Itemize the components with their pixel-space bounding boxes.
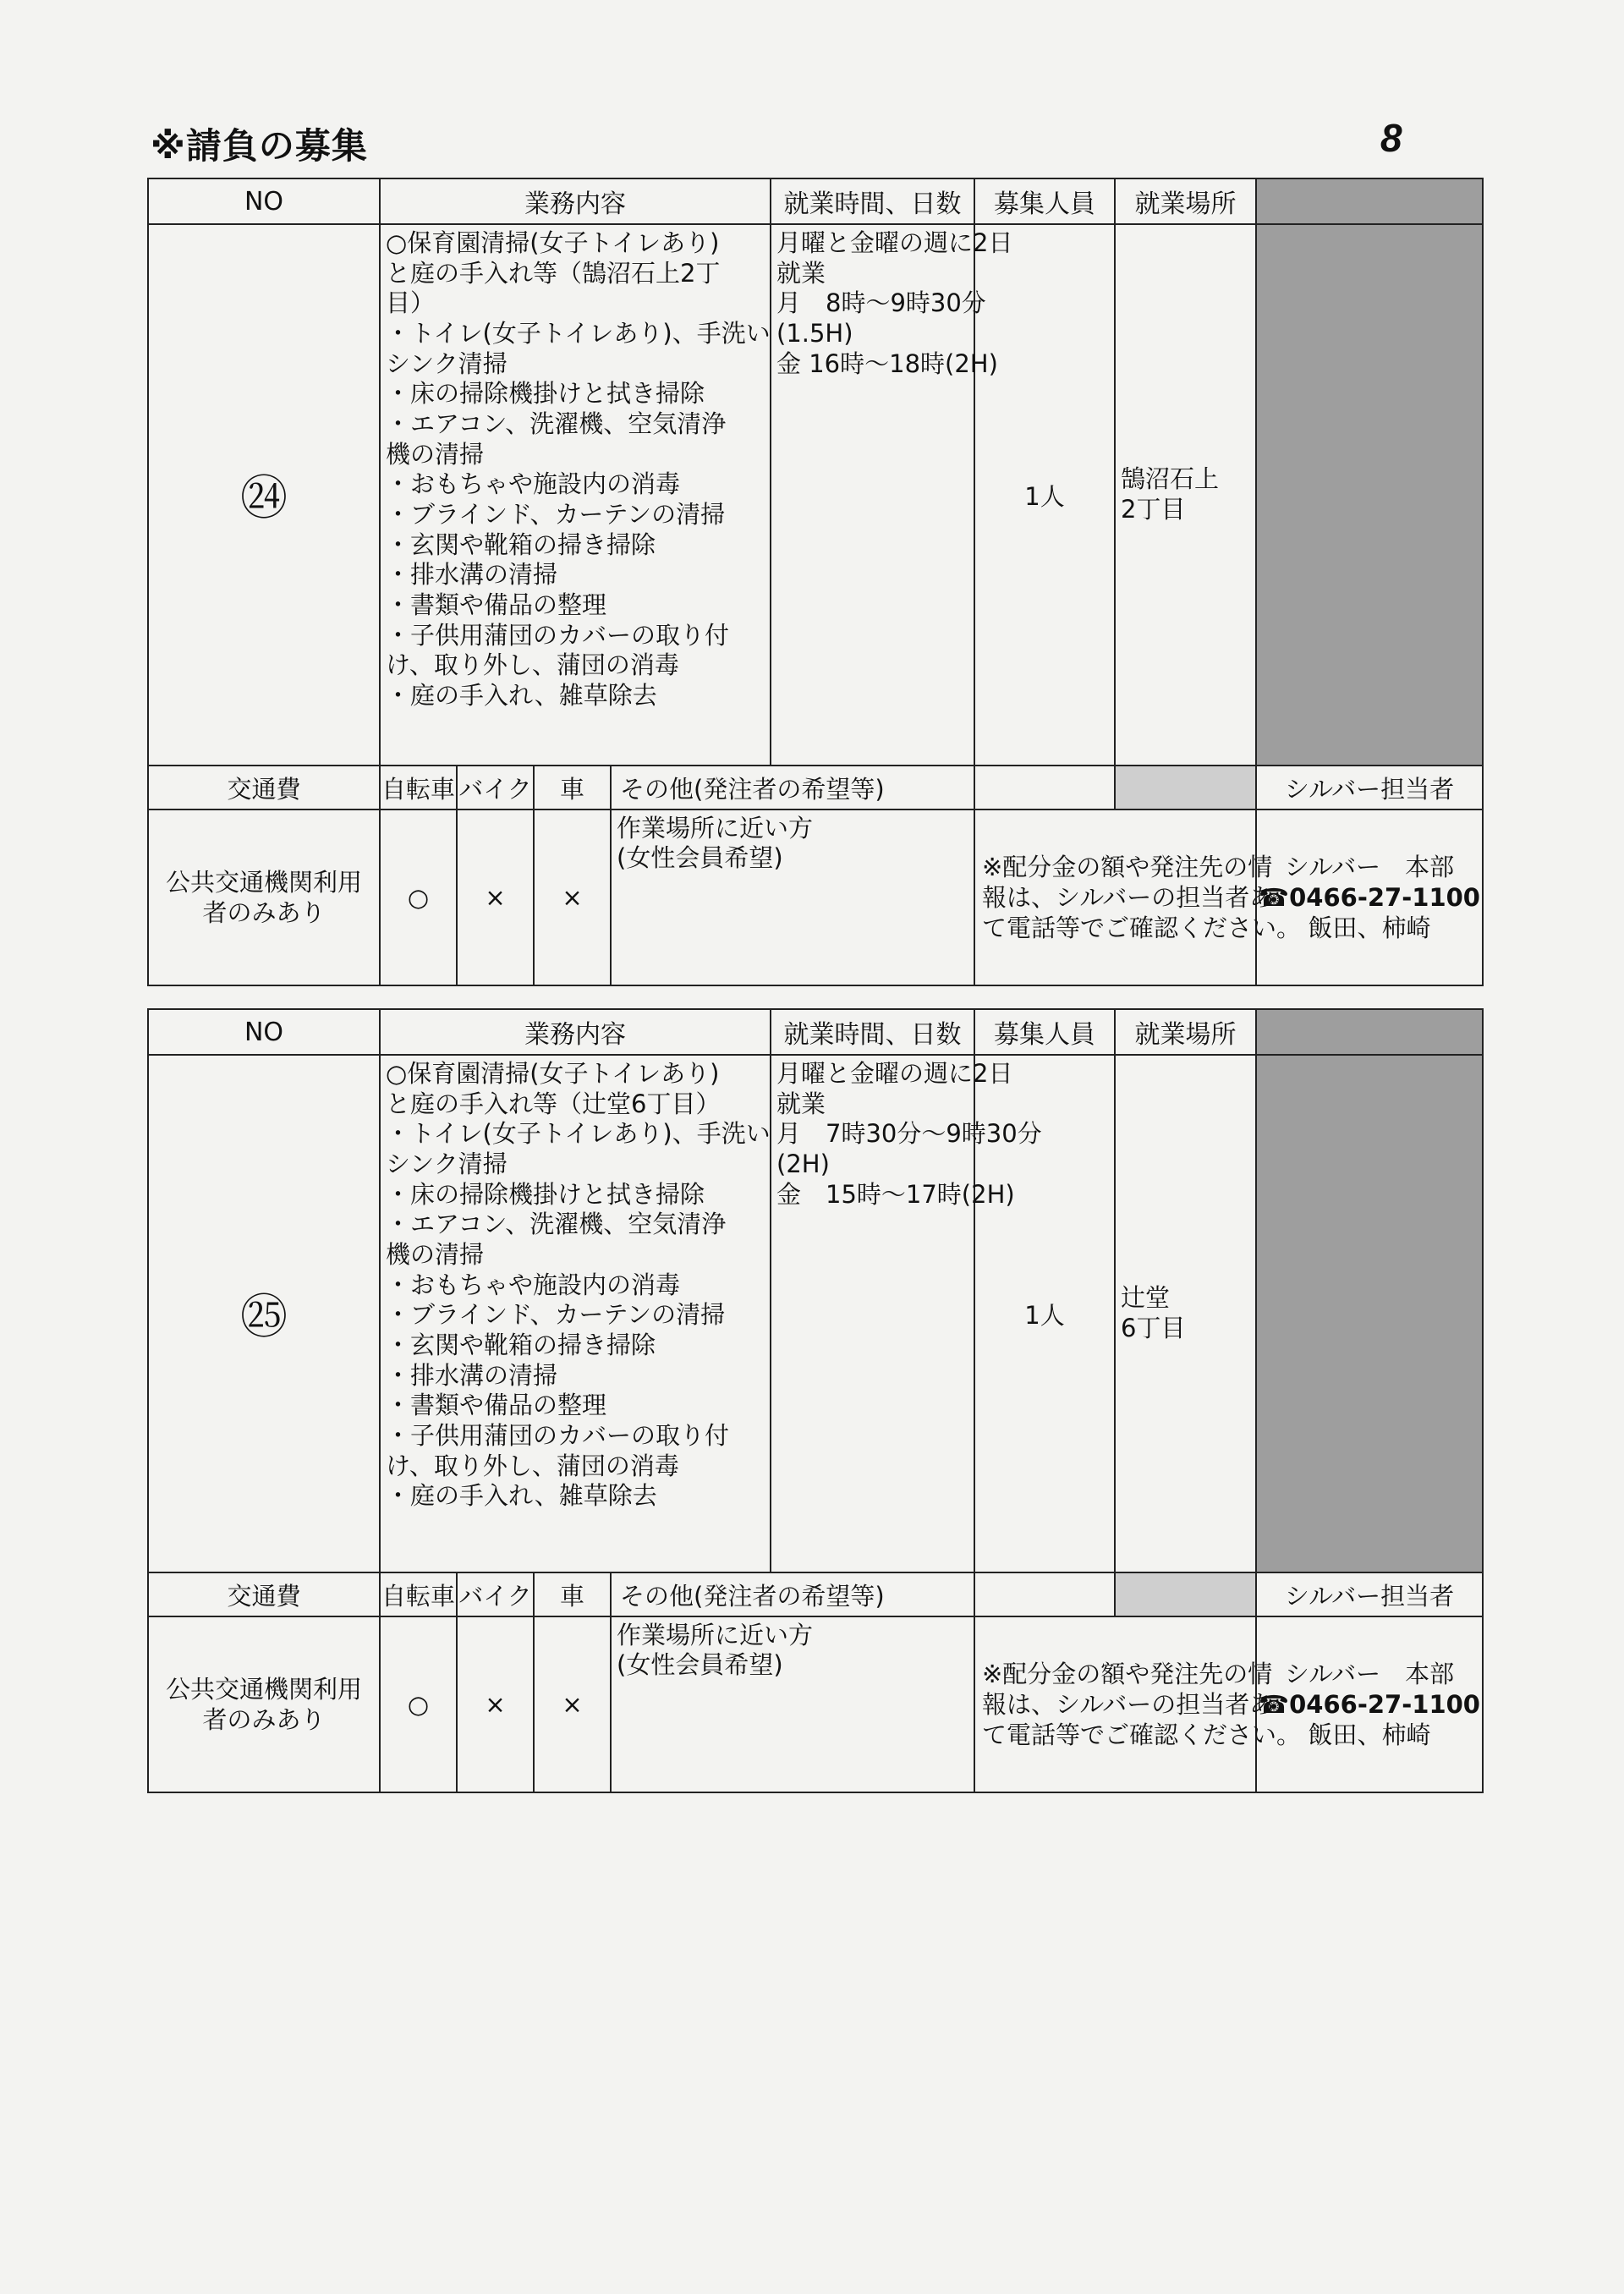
hours-line: 金 16時～18時(2H) (776, 348, 998, 378)
header-car: 車 (534, 1572, 611, 1616)
header-staff: シルバー担当者 (1256, 1572, 1483, 1616)
phone-number: ☎0466-27-1100 (1259, 882, 1480, 912)
payment-note (974, 809, 1302, 985)
task-line: ・書類や備品の整理 (386, 1391, 607, 1420)
task-line: ・おもちゃや施設内の消毒 (386, 1270, 681, 1299)
header-staff: シルバー担当者 (1256, 766, 1483, 809)
people-count: 1人 (974, 1055, 1115, 1572)
place-line: 6丁目 (1121, 1314, 1186, 1342)
header-work: 業務内容 (380, 178, 771, 224)
task-line: ・ブラインド、カーテンの清掃 (386, 499, 726, 529)
contact-line: シルバー 本部 (1284, 852, 1455, 881)
header-transport: 交通費 (148, 766, 380, 809)
place-line: 2丁目 (1121, 495, 1186, 524)
task-line: ・床の掃除機掛けと拭き掃除 (386, 379, 705, 409)
header-transport: 交通費 (148, 1572, 380, 1616)
task-line: ・エアコン、洗濯機、空気清浄 (386, 409, 727, 438)
note-line: 報は、シルバーの担当者あ (982, 1689, 1275, 1719)
other-line: (女性会員希望) (617, 1649, 783, 1679)
contact-line: 飯田、柿崎 (1308, 914, 1431, 943)
contact-line: シルバー 本部 (1284, 1659, 1455, 1688)
transport-line: 者のみあり (202, 898, 326, 927)
task-line: ○保育園清掃(女子トイレあり) (386, 1059, 720, 1088)
header-blank (1256, 1009, 1483, 1055)
header-no: NO (148, 178, 380, 224)
job-number-cell (148, 1055, 380, 1572)
blank-header-cell (1115, 766, 1256, 809)
task-line: ・子供用蒲団のカバーの取り付 (386, 620, 730, 650)
header-people: 募集人員 (974, 1009, 1115, 1055)
note-line: 報は、シルバーの担当者あ (982, 882, 1275, 912)
header-car: 車 (534, 766, 611, 809)
page-title: ※請負の募集 (151, 125, 368, 167)
payment-note (974, 1616, 1302, 1792)
hours-line: 金 15時～17時(2H) (776, 1179, 1015, 1209)
contact-line: 飯田、柿崎 (1308, 1720, 1431, 1750)
task-line: 機の清掃 (386, 1239, 485, 1269)
hours-line: 月 7時30分～9時30分 (776, 1119, 1042, 1149)
other-line: 作業場所に近い方 (617, 814, 814, 842)
header-bike: バイク (457, 1572, 534, 1616)
task-line: シンク清掃 (386, 1149, 508, 1178)
transport-line: 公共交通機関利用 (165, 1674, 362, 1704)
note-line: て電話等でご確認ください。 (982, 1720, 1302, 1750)
job-number-cell (148, 224, 380, 766)
transport-value (148, 1616, 380, 1792)
task-line: ・玄関や靴箱の掃き掃除 (386, 530, 656, 559)
task-line: け、取り外し、蒲団の消毒 (386, 650, 679, 680)
header-no: NO (148, 1009, 380, 1055)
people-count: 1人 (974, 224, 1115, 766)
hours-line: 月 8時～9時30分 (776, 288, 986, 318)
task-line: ・玄関や靴箱の掃き掃除 (386, 1330, 656, 1359)
blank-header-cell (974, 1572, 1115, 1616)
car-value: × (534, 809, 611, 985)
header-bicycle: 自転車 (380, 1572, 457, 1616)
hours-line: 就業 (776, 258, 826, 288)
bicycle-value: ○ (380, 809, 457, 985)
task-line: ・エアコン、洗濯機、空気清浄 (386, 1210, 727, 1239)
header-hours: 就業時間、日数 (771, 178, 974, 224)
note-line: て電話等でご確認ください。 (982, 914, 1302, 943)
task-line: ○保育園清掃(女子トイレあり) (386, 228, 720, 257)
staff-contact (1256, 1616, 1483, 1792)
job-table-24 (147, 178, 1484, 986)
other-line: (女性会員希望) (617, 842, 783, 872)
header-other: その他(発注者の希望等) (611, 1572, 974, 1616)
task-line: ・庭の手入れ、雑草除去 (386, 680, 657, 710)
task-line: ・床の掃除機掛けと拭き掃除 (386, 1179, 705, 1209)
note-line: ※配分金の額や発注先の情 (982, 852, 1273, 881)
task-line: ・庭の手入れ、雑草除去 (386, 1481, 657, 1511)
shaded-cell (1256, 1055, 1483, 1572)
task-line: と庭の手入れ等（辻堂6丁目） (386, 1089, 721, 1118)
job-number: ㉕ (240, 1290, 288, 1345)
bike-value: × (457, 809, 534, 985)
header-place: 就業場所 (1115, 1009, 1256, 1055)
task-line: ・トイレ(女子トイレあり)、手洗い (386, 1119, 771, 1149)
header-blank (1256, 178, 1483, 224)
work-place (1115, 1055, 1256, 1572)
header-hours: 就業時間、日数 (771, 1009, 974, 1055)
other-line: 作業場所に近い方 (617, 1621, 814, 1649)
task-line: ・おもちゃや施設内の消毒 (386, 469, 681, 499)
hours-line: (2H) (776, 1149, 830, 1178)
task-line: 機の清掃 (386, 439, 485, 469)
transport-line: 公共交通機関利用 (165, 867, 362, 897)
transport-value (148, 809, 380, 985)
other-requests (611, 1616, 974, 1792)
task-line: け、取り外し、蒲団の消毒 (386, 1451, 679, 1480)
job-number: ㉔ (240, 471, 288, 526)
blank-header-cell (1115, 1572, 1256, 1616)
task-line: ・ブラインド、カーテンの清掃 (386, 1300, 726, 1330)
blank-header-cell (974, 766, 1115, 809)
hours-line: 月曜と金曜の週に2日 (776, 228, 1013, 257)
task-line: ・排水溝の清掃 (386, 1360, 558, 1390)
task-line: ・子供用蒲団のカバーの取り付 (386, 1420, 730, 1450)
header-bicycle: 自転車 (380, 766, 457, 809)
work-content (380, 224, 771, 766)
bicycle-value: ○ (380, 1616, 457, 1792)
task-line: シンク清掃 (386, 348, 508, 378)
header-place: 就業場所 (1115, 178, 1256, 224)
hours-line: 就業 (776, 1089, 826, 1118)
phone-number: ☎0466-27-1100 (1259, 1689, 1480, 1719)
task-line: ・書類や備品の整理 (386, 590, 607, 619)
task-line: ・排水溝の清掃 (386, 560, 558, 590)
place-line: 鵠沼石上 (1121, 464, 1220, 494)
header-other: その他(発注者の希望等) (611, 766, 974, 809)
header-people: 募集人員 (974, 178, 1115, 224)
task-line: ・トイレ(女子トイレあり)、手洗い (386, 318, 771, 348)
transport-line: 者のみあり (202, 1705, 326, 1734)
page-number: 8 (1380, 116, 1402, 160)
hours-line: 月曜と金曜の週に2日 (776, 1059, 1013, 1088)
task-line: 目） (386, 288, 436, 318)
work-hours (771, 224, 1013, 766)
bike-value: × (457, 1616, 534, 1792)
hours-line: (1.5H) (776, 318, 853, 348)
place-line: 辻堂 (1121, 1283, 1171, 1313)
staff-contact (1256, 809, 1483, 985)
work-hours (771, 1055, 1042, 1572)
other-requests (611, 809, 974, 985)
job-table-25 (147, 1008, 1484, 1793)
car-value: × (534, 1616, 611, 1792)
work-content (380, 1055, 771, 1572)
work-place (1115, 224, 1256, 766)
task-line: と庭の手入れ等（鵠沼石上2丁 (386, 258, 721, 288)
header-work: 業務内容 (380, 1009, 771, 1055)
note-line: ※配分金の額や発注先の情 (982, 1659, 1273, 1688)
shaded-cell (1256, 224, 1483, 766)
header-bike: バイク (457, 766, 534, 809)
